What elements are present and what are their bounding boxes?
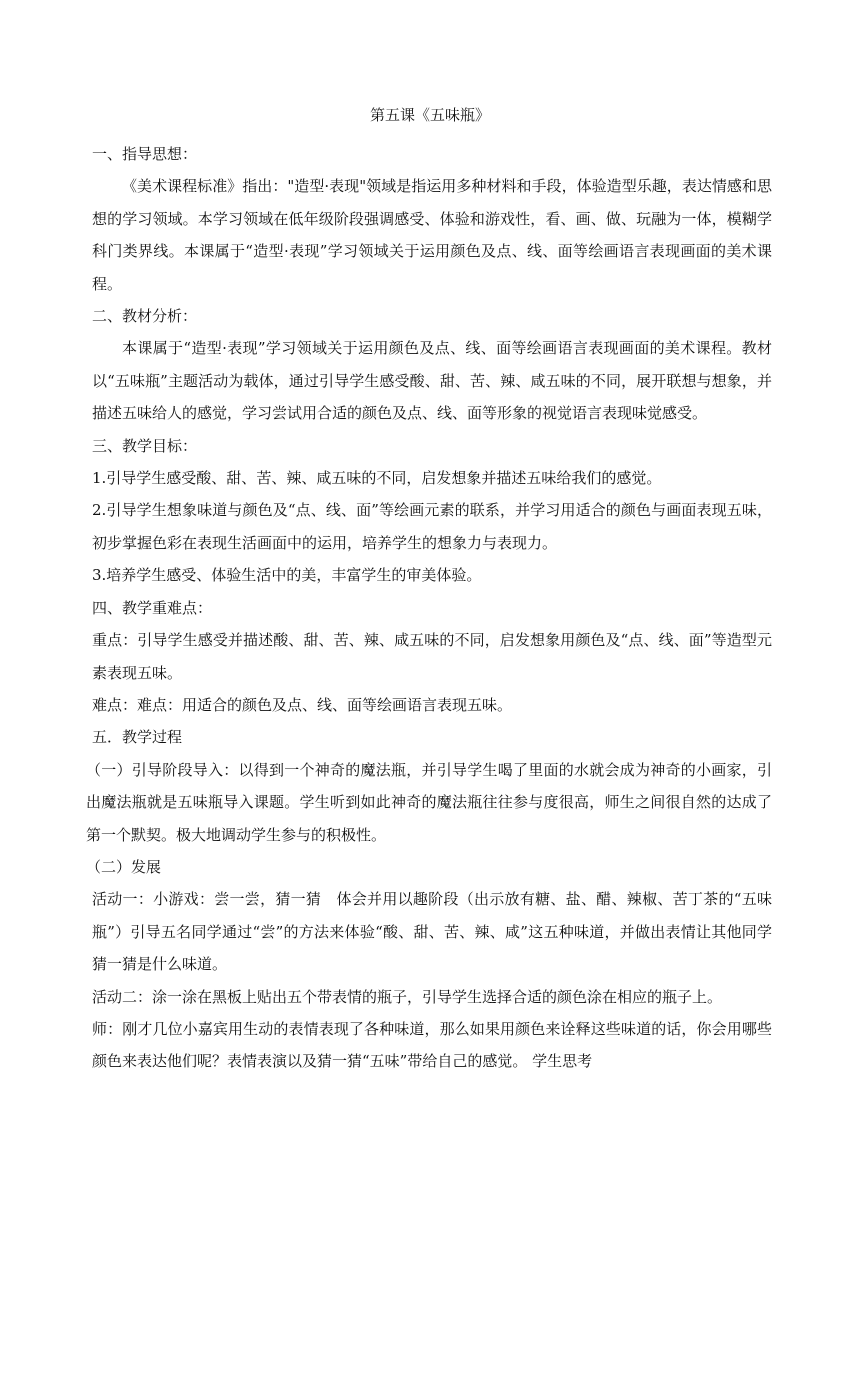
lesson-title: 第五课《五味瓶》	[369, 106, 490, 124]
teacher-dialogue: 师：刚才几位小嘉宾用生动的表情表现了各种味道，那么如果用颜色来诠释这些味道的话，你会用哪些颜色来表达他们呢？表情表演以及猜一猜“五味”带给自己的感觉。 学生思考	[92, 1019, 772, 1071]
section-heading-guiding-thought: 一、指导思想：	[92, 145, 198, 163]
paragraph-guiding-thought: 《美术课程标准》指出："造型·表现"领域是指运用多种材料和手段，体验造型乐趣，表达情感和思想的学习领域。本学习领域在低年级阶段强调感受、体验和游戏性，看、画、做、玩融为一体，模糊学科门类界线。本课属于“造型·表现”学习领域关于运用颜色及点、线、面等绘画语言表现画面的美术课程。	[92, 177, 772, 293]
difficult-point: 难点：难点：用适合的颜色及点、线、面等绘画语言表现五味。	[92, 695, 513, 714]
process-part-1: （一）引导阶段导入：以得到一个神奇的魔法瓶，并引导学生喝了里面的水就会成为神奇的小画家，引出魔法瓶就是五味瓶导入课题。学生听到如此神奇的魔法瓶往往参与度很高，师生之间很自然的达成了第一个默契。极大地调动学生参与的积极性。	[86, 760, 772, 844]
process-part-2-heading: （二）发展	[86, 857, 162, 876]
section-heading-teaching-process: 五．教学过程	[92, 728, 183, 747]
goal-item-2: 2.引导学生想象味道与颜色及“点、线、面”等绘画元素的联系，并学习用适合的颜色与画面表现五味，初步掌握色彩在表现生活画面中的运用，培养学生的想象力与表现力。	[92, 501, 772, 552]
document-body	[86, 138, 772, 1078]
section-heading-material-analysis: 二、教材分析：	[92, 307, 198, 326]
section-heading-key-points: 四、教学重难点：	[92, 598, 213, 617]
paragraph-material-analysis: 本课属于“造型·表现”学习领域关于运用颜色及点、线、面等绘画语言表现画面的美术课程。教材以“五味瓶”主题活动为载体，通过引导学生感受酸、甜、苦、辣、咸五味的不同，展开联想与想象，并描述五味给人的感觉，学习尝试用合适的颜色及点、线、面等形象的视觉语言表现味觉感受。	[92, 339, 772, 423]
activity-1: 活动一：小游戏：尝一尝，猜一猜 体会并用以趣阶段（出示放有糖、盐、醋、辣椒、苦丁茶的“五味瓶”）引导五名同学通过“尝”的方法来体验“酸、甜、苦、辣、咸”这五种味道，并做出表情让其他同学猜一猜是什么味道。	[92, 890, 772, 974]
activity-2: 活动二：涂一涂在黑板上贴出五个带表情的瓶子，引导学生选择合适的颜色涂在相应的瓶子上。	[92, 987, 723, 1006]
key-point: 重点：引导学生感受并描述酸、甜、苦、辣、咸五味的不同，启发想象用颜色及“点、线、面”等造型元素表现五味。	[92, 631, 772, 682]
section-heading-teaching-goals: 三、教学目标：	[92, 436, 198, 455]
goal-item-3: 3.培养学生感受、体验生活中的美，丰富学生的审美体验。	[92, 566, 482, 585]
goal-item-1: 1.引导学生感受酸、甜、苦、辣、咸五味的不同，启发想象并描述五味给我们的感觉。	[92, 469, 662, 488]
